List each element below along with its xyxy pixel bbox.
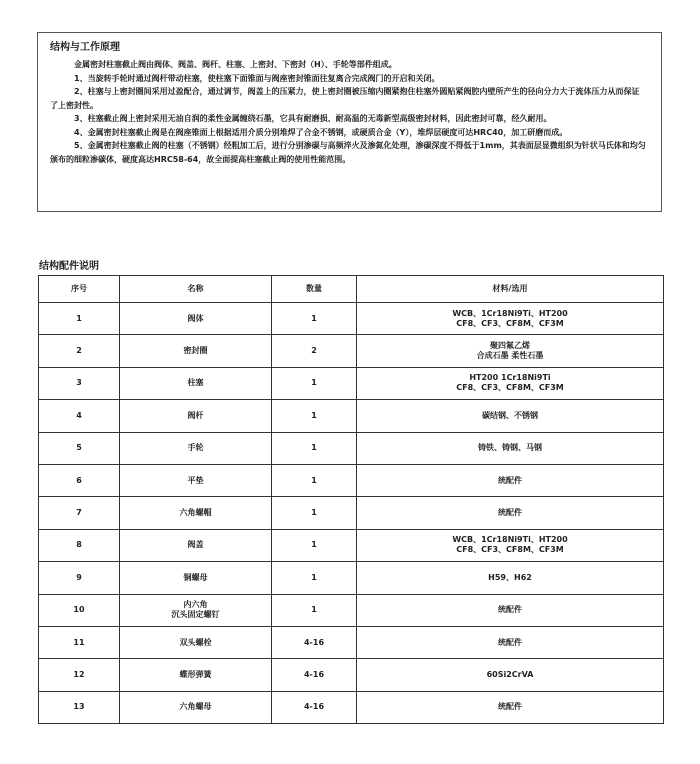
principle-item-2: 2、柱塞与上密封圈间采用过盈配合，通过调节，阀盖上的压紧力，使上密封圈被压缩内圈紧抱住柱塞外圆贴紧阀腔内壁所产生的径向分力大于流体压力从而保证了上密封性。 [50,87,640,110]
cell-no: 9 [39,562,120,594]
table-row [39,367,664,399]
cell-qty: 4-16 [272,626,357,658]
cell-material: 铸铁、铸钢、马钢 [357,432,664,464]
cell-qty: 4-16 [272,691,357,723]
cell-name: 阀杆 [120,400,272,432]
principle-item-3: 3、柱塞截止阀上密封采用无油自润的柔性金属缠绕石墨，它具有耐磨损、耐高温的无毒新型高级密封材料，因此密封可靠，经久耐用。 [74,114,552,123]
table-row [39,594,664,626]
cell-material: 统配件 [357,594,664,626]
cell-qty: 1 [272,562,357,594]
cell-qty: 1 [272,400,357,432]
cell-material: 统配件 [357,497,664,529]
table-row [39,432,664,464]
table-row [39,335,664,367]
cell-no: 6 [39,464,120,496]
header-no: 序号 [39,276,120,303]
cell-name: 内六角 沉头固定螺钉 [120,594,272,626]
cell-qty: 1 [272,432,357,464]
cell-no: 13 [39,691,120,723]
cell-name: 平垫 [120,464,272,496]
working-principle-box [37,32,662,212]
table-row [39,497,664,529]
cell-name: 双头螺栓 [120,626,272,658]
cell-no: 4 [39,400,120,432]
cell-name: 柱塞 [120,367,272,399]
cell-qty: 1 [272,594,357,626]
cell-material: 聚四氟乙烯 合成石墨 柔性石墨 [357,335,664,367]
cell-qty: 4-16 [272,659,357,691]
header-material: 材料/选用 [357,276,664,303]
table-row [39,691,664,723]
cell-no: 3 [39,367,120,399]
cell-no: 2 [39,335,120,367]
header-name: 名称 [120,276,272,303]
table-row [39,626,664,658]
table-row [39,400,664,432]
cell-no: 1 [39,303,120,335]
cell-material: H59、H62 [357,562,664,594]
cell-material: HT200 1Cr18Ni9Ti CF8、CF3、CF8M、CF3M [357,367,664,399]
table-row [39,659,664,691]
cell-material: 碳结钢、不锈钢 [357,400,664,432]
cell-qty: 1 [272,303,357,335]
cell-name: 六角螺母 [120,691,272,723]
cell-name: 阀盖 [120,529,272,561]
principle-item-1: 1、当旋转手轮时通过阀杆带动柱塞，使柱塞下面锥面与阀座密封锥面往复离合完成阀门的开启和关闭。 [74,73,440,83]
cell-qty: 1 [272,529,357,561]
parts-section-title: 结构配件说明 [39,261,99,272]
header-qty: 数量 [272,276,357,303]
cell-qty: 2 [272,335,357,367]
table-row [39,464,664,496]
cell-no: 7 [39,497,120,529]
cell-material: WCB、1Cr18Ni9Ti、HT200 CF8、CF3、CF8M、CF3M [357,303,664,335]
principle-item-4: 4、金属密封柱塞截止阀是在阀座锥面上根据适用介质分别堆焊了合金不锈钢，或硬质合金（Y），堆焊层硬度可达HRC40，加工研磨而成。 [74,127,568,137]
principle-title: 结构与工作原理 [50,42,120,53]
cell-name: 手轮 [120,432,272,464]
principle-intro: 金属密封柱塞截止阀由阀体、阀盖、阀杆、柱塞、上密封、下密封（H）、手轮等部件组成。 [74,60,397,69]
cell-qty: 1 [272,497,357,529]
cell-no: 8 [39,529,120,561]
cell-material: 统配件 [357,626,664,658]
cell-name: 六角螺帽 [120,497,272,529]
cell-no: 11 [39,626,120,658]
cell-no: 12 [39,659,120,691]
cell-qty: 1 [272,464,357,496]
cell-name: 密封圈 [120,335,272,367]
table-row [39,303,664,335]
table-row [39,562,664,594]
principle-item-5: 5、金属密封柱塞截止阀的柱塞（不锈钢）经粗加工后，进行分别渗碳与高频淬火及渗氮化处理，渗碳深度不得低于1mm，其表面层显微组织为针状马氏体和均匀颁布的细粒渗碳体，硬度高达HRC58-64，故全面提高柱塞截止阀的使用性能范围。 [50,141,646,164]
table-header-row [39,276,664,303]
parts-table [38,275,664,724]
table-row [39,529,664,561]
cell-material: 统配件 [357,464,664,496]
cell-material: 统配件 [357,691,664,723]
cell-name: 铜螺母 [120,562,272,594]
cell-qty: 1 [272,367,357,399]
cell-name: 蝶形弹簧 [120,659,272,691]
cell-material: 60Si2CrVA [357,659,664,691]
cell-no: 5 [39,432,120,464]
cell-name: 阀体 [120,303,272,335]
cell-material: WCB、1Cr18Ni9Ti、HT200 CF8、CF3、CF8M、CF3M [357,529,664,561]
cell-no: 10 [39,594,120,626]
